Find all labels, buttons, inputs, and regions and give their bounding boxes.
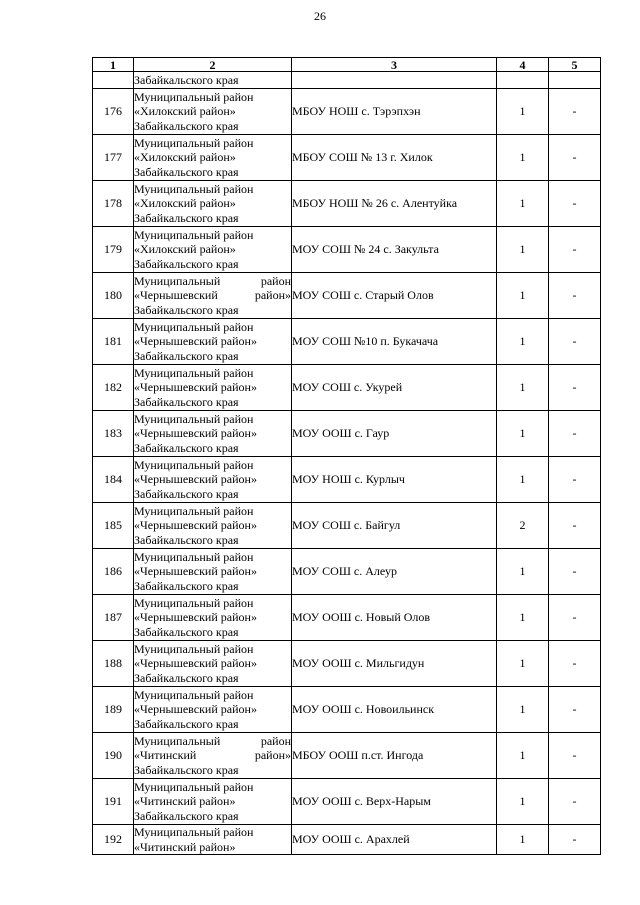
school-cell: МОУ ООШ с. Верх-Нарым [292,779,497,825]
district-line: Муниципальный район [134,503,254,518]
table-row [93,181,601,227]
allocation-table [92,57,601,855]
district-word: район» [254,748,291,763]
district-line [134,274,291,289]
continuation-row [93,72,601,89]
district-line: Забайкальского края [134,670,239,685]
district-word: район [260,273,291,288]
district-cell [134,641,292,687]
school-cell: МОУ ООШ с. Мильгидун [292,641,497,687]
district-line: «Читинский район» [134,839,236,854]
column-5-cell: - [549,319,601,365]
column-4-cell [497,72,549,89]
school-cell: МБОУ ООШ п.ст. Ингода [292,733,497,779]
district-line: Муниципальный район [134,825,254,839]
district-cell [134,273,292,319]
column-4-cell: 1 [497,595,549,641]
column-4-cell: 1 [497,687,549,733]
district-cell [134,825,292,855]
district-line: «Хилокский район» [134,242,236,257]
table-row [93,687,601,733]
district-cell [134,457,292,503]
column-4-cell: 2 [497,503,549,549]
column-4-cell: 1 [497,273,549,319]
table-row [93,503,601,549]
column-header-2: 2 [134,58,292,72]
column-4-cell: 1 [497,411,549,457]
district-word: «Чернышевский [134,288,218,303]
column-5-cell: - [549,733,601,779]
column-5-cell: - [549,687,601,733]
column-4-cell: 1 [497,733,549,779]
column-5-cell: - [549,227,601,273]
column-4-cell: 1 [497,641,549,687]
district-line: Забайкальского края [134,716,239,731]
district-line: Муниципальный район [134,319,254,334]
column-4-cell: 1 [497,779,549,825]
school-cell: МОУ СОШ № 24 с. Закульта [292,227,497,273]
column-header-1: 1 [93,58,134,72]
table-row [93,227,601,273]
table-row [93,779,601,825]
district-line: Муниципальный район [134,549,254,564]
school-cell: МБОУ СОШ № 13 г. Хилок [292,135,497,181]
district-word: район» [254,288,291,303]
column-5-cell: - [549,779,601,825]
column-5-cell: - [549,365,601,411]
school-cell: МОУ НОШ с. Курлыч [292,457,497,503]
column-4-cell: 1 [497,227,549,273]
district-cell [134,89,292,135]
column-header-3: 3 [292,58,497,72]
column-header-5: 5 [549,58,601,72]
district-line: «Чернышевский район» [134,610,257,625]
column-5-cell: - [549,595,601,641]
column-5-cell: - [549,411,601,457]
column-4-cell: 1 [497,181,549,227]
table-row [93,595,601,641]
district-line: Муниципальный район [134,135,254,150]
row-number-cell: 178 [93,181,134,227]
district-cell [134,411,292,457]
column-4-cell: 1 [497,825,549,855]
row-number-cell: 181 [93,319,134,365]
column-4-cell: 1 [497,319,549,365]
table-row [93,733,601,779]
school-cell: МОУ СОШ с. Алеур [292,549,497,595]
district-line: «Чернышевский район» [134,380,257,395]
school-cell: МБОУ НОШ с. Тэрэпхэн [292,89,497,135]
school-cell: МОУ ООШ с. Арахлей [292,825,497,855]
column-5-cell: - [549,641,601,687]
district-line: Забайкальского края [134,624,239,639]
school-cell: МОУ ООШ с. Новоильинск [292,687,497,733]
table-row [93,457,601,503]
district-line: «Чернышевский район» [134,656,257,671]
school-cell [292,72,497,89]
column-5-cell: - [549,503,601,549]
table-row [93,549,601,595]
school-cell: МБОУ НОШ № 26 с. Алентуйка [292,181,497,227]
district-line: «Чернышевский район» [134,702,257,717]
district-line: «Чернышевский район» [134,334,257,349]
district-line [134,288,291,303]
column-5-cell: - [549,457,601,503]
table-row [93,411,601,457]
district-line: Забайкальского края [134,256,239,271]
district-line: Забайкальского края [134,440,239,455]
school-cell: МОУ ООШ с. Новый Олов [292,595,497,641]
table-row [93,365,601,411]
district-line: Забайкальского края [134,348,239,363]
district-cell [134,227,292,273]
district-line: Муниципальный район [134,641,254,656]
school-cell: МОУ СОШ с. Байгул [292,503,497,549]
row-number-cell [93,72,134,89]
district-word: Муниципальный [134,273,221,288]
district-line: Муниципальный район [134,595,254,610]
row-number-cell: 185 [93,503,134,549]
district-line: Забайкальского края [134,532,239,547]
district-cell [134,181,292,227]
district-line: Муниципальный район [134,181,254,196]
table-row [93,319,601,365]
column-5-cell: - [549,89,601,135]
district-cell [134,733,292,779]
row-number-cell: 189 [93,687,134,733]
column-4-cell: 1 [497,89,549,135]
column-5-cell: - [549,825,601,855]
row-number-cell: 177 [93,135,134,181]
district-word: Муниципальный [134,733,221,748]
district-line: Забайкальского края [134,210,239,225]
column-4-cell: 1 [497,457,549,503]
row-number-cell: 192 [93,825,134,855]
column-header-4: 4 [497,58,549,72]
school-cell: МОУ ООШ с. Гаур [292,411,497,457]
table-row [93,825,601,855]
school-cell: МОУ СОШ №10 п. Букачача [292,319,497,365]
table-row [93,273,601,319]
district-line: «Чернышевский район» [134,472,257,487]
district-line: Забайкальского края [134,164,239,179]
row-number-cell: 186 [93,549,134,595]
column-4-cell: 1 [497,135,549,181]
district-line: Муниципальный район [134,89,254,104]
column-5-cell: - [549,273,601,319]
column-5-cell: - [549,181,601,227]
district-line: Муниципальный район [134,779,254,794]
column-5-cell: - [549,135,601,181]
page-number: 26 [314,9,326,23]
district-line: «Хилокский район» [134,150,236,165]
district-line: Муниципальный район [134,411,254,426]
row-number-cell: 191 [93,779,134,825]
district-line: Муниципальный район [134,227,254,242]
row-number-cell: 184 [93,457,134,503]
district-cell [134,779,292,825]
school-cell: МОУ СОШ с. Старый Олов [292,273,497,319]
district-line: «Читинский район» [134,794,236,809]
district-line: Муниципальный район [134,457,254,472]
row-number-cell: 182 [93,365,134,411]
row-number-cell: 179 [93,227,134,273]
table-row [93,641,601,687]
district-cell [134,135,292,181]
district-line: «Чернышевский район» [134,518,257,533]
district-cell [134,365,292,411]
row-number-cell: 187 [93,595,134,641]
district-line: «Чернышевский район» [134,564,257,579]
school-cell: МОУ СОШ с. Укурей [292,365,497,411]
district-cell [134,319,292,365]
district-cell [134,687,292,733]
table-header-row [93,58,601,72]
column-4-cell: 1 [497,549,549,595]
district-cell [134,595,292,641]
row-number-cell: 183 [93,411,134,457]
row-number-cell: 190 [93,733,134,779]
row-number-cell: 180 [93,273,134,319]
district-line: Забайкальского края [134,762,239,777]
row-number-cell: 176 [93,89,134,135]
district-line: Забайкальского края [134,302,239,317]
district-line: Муниципальный район [134,365,254,380]
district-word: «Читинский [134,748,197,763]
district-cell [134,72,292,89]
district-line: Забайкальского края [134,808,239,823]
column-5-cell: - [549,549,601,595]
table-row [93,135,601,181]
district-line: «Чернышевский район» [134,426,257,441]
district-line: Забайкальского края [134,394,239,409]
district-cell [134,549,292,595]
district-line: Муниципальный район [134,687,254,702]
district-line: «Хилокский район» [134,104,236,119]
district-line: Забайкальского края [134,486,239,501]
district-line: Забайкальского края [134,118,239,133]
row-number-cell: 188 [93,641,134,687]
table-row [93,89,601,135]
district-line: «Хилокский район» [134,196,236,211]
district-word: район [260,733,291,748]
district-line: Забайкальского края [134,72,239,87]
district-line [134,748,291,763]
column-5-cell [549,72,601,89]
column-4-cell: 1 [497,365,549,411]
district-line: Забайкальского края [134,578,239,593]
district-cell [134,503,292,549]
district-line [134,734,291,749]
